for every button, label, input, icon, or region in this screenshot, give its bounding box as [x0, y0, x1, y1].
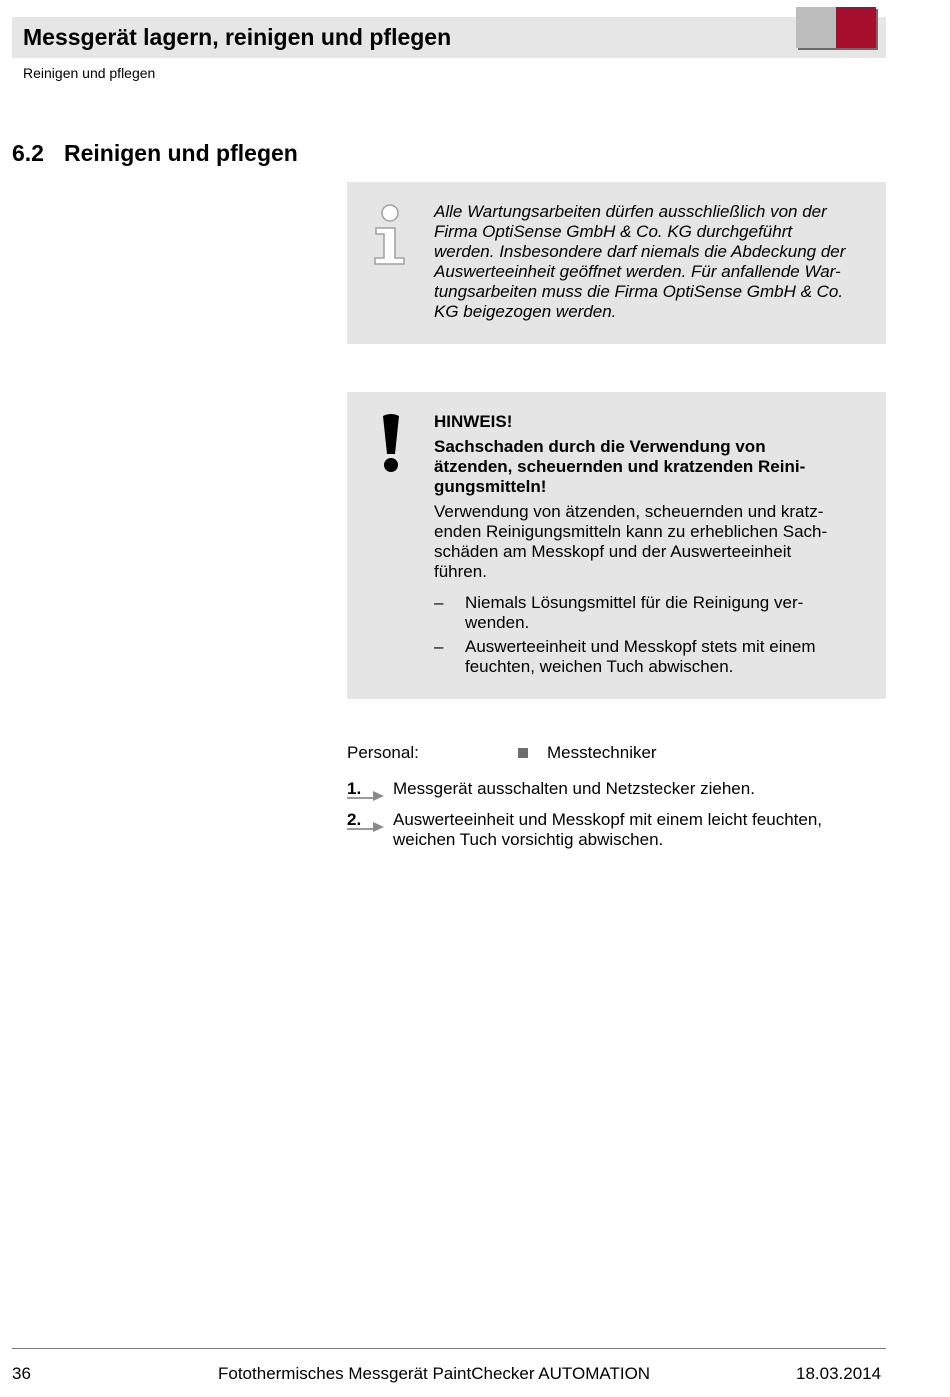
bullet-line: Niemals Lösungsmittel für die Reinigung ver- [465, 593, 804, 612]
footer-document-title: Fotothermisches Messgerät PaintChecker AUTOMATION [218, 1364, 651, 1383]
breadcrumb: Reinigen und pflegen [23, 65, 156, 81]
step-arrow-icon [347, 789, 385, 803]
bullet-dash: – [434, 593, 444, 612]
page-number: 36 [12, 1364, 31, 1383]
step-line: weichen Tuch vorsichtig abwischen. [393, 830, 664, 849]
notice-body-line: Verwendung von ätzenden, scheuernden und kratz- [434, 502, 824, 521]
section-title: Reinigen und pflegen [64, 140, 298, 166]
bullet-dash: – [434, 637, 444, 656]
section-number: 6.2 [12, 140, 44, 166]
notice-body-line: führen. [434, 562, 487, 581]
bullet-text [465, 593, 803, 633]
exclamation-icon [378, 412, 404, 474]
notice-subtitle [434, 437, 805, 497]
step-arrow-icon [347, 820, 385, 834]
notice-subtitle-line: gungsmitteln! [434, 477, 547, 496]
notice-body-line: schäden am Messkopf und der Auswerteeinheit [434, 542, 792, 561]
logo-gray-block [796, 7, 836, 48]
bullet-line: wenden. [465, 613, 530, 632]
step-text [393, 779, 755, 799]
page-header-title: Messgerät lagern, reinigen und pflegen [23, 24, 452, 50]
step-line: Auswerteeinheit und Messkopf mit einem leicht feuchten, [393, 810, 823, 829]
logo-red-block [836, 7, 876, 48]
info-line: tungsarbeiten muss die Firma OptiSense GmbH & Co. [434, 282, 844, 301]
notice-title: HINWEIS! [434, 412, 513, 431]
footer-date: 18.03.2014 [796, 1364, 882, 1383]
bullet-text [465, 637, 816, 677]
info-icon [371, 200, 409, 266]
bullet-line: feuchten, weichen Tuch abwischen. [465, 657, 734, 676]
personnel-value: Messtechniker [547, 743, 657, 762]
step-text [393, 810, 822, 850]
info-line: Firma OptiSense GmbH & Co. KG durchgeführt [434, 222, 793, 241]
info-text [434, 202, 879, 322]
notice-body-line: enden Reinigungsmitteln kann zu erheblichen Sach- [434, 522, 828, 541]
info-line: KG beigezogen werden. [434, 302, 617, 321]
notice-body [434, 502, 827, 582]
personnel-label: Personal: [347, 743, 419, 762]
step-line: Messgerät ausschalten und Netzstecker ziehen. [393, 779, 755, 798]
footer-divider [12, 1348, 886, 1349]
section-heading [12, 139, 298, 167]
square-bullet-icon [518, 748, 528, 758]
notice-subtitle-line: Sachschaden durch die Verwendung von [434, 437, 766, 456]
info-line: Alle Wartungsarbeiten dürfen ausschließlich von der [434, 202, 827, 221]
info-line: werden. Insbesondere darf niemals die Abdeckung der [434, 242, 846, 261]
notice-subtitle-line: ätzenden, scheuernden und kratzenden Reini- [434, 457, 806, 476]
step-number: 1. [347, 779, 362, 798]
info-line: Auswerteeinheit geöffnet werden. Für anfallende War- [434, 262, 841, 281]
brand-logo [796, 7, 876, 48]
bullet-line: Auswerteeinheit und Messkopf stets mit einem [465, 637, 816, 656]
step-number: 2. [347, 810, 362, 829]
